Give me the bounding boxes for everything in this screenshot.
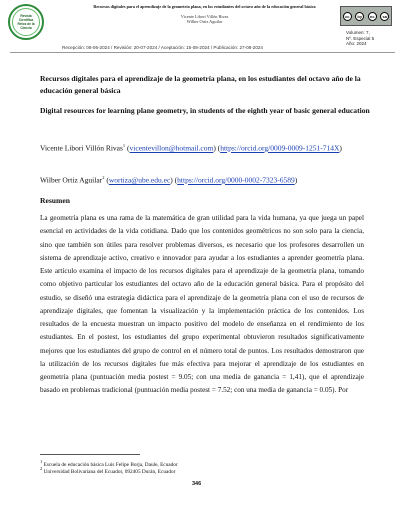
volume-info — [346, 30, 374, 47]
logo-text-2: Científica — [18, 18, 34, 22]
issue-number: Nº. Especial 5 — [346, 35, 375, 41]
page-number: 346 — [192, 481, 202, 487]
author-1: Vicente Libori Villón Rivas$^1$ (vicentevillon@hotmail.com) (https://orcid.org/0009-0009-1251-714X) — [40, 143, 342, 153]
footnote-1-sup: 1 — [40, 459, 43, 464]
logo-text-3: Retos de la — [17, 22, 35, 26]
running-author-1: Vicente Libori Villón Rivas — [180, 14, 229, 19]
logo-ring — [12, 8, 40, 36]
abstract-text: La geometría plana es una rama de la matemática de gran utilidad para la vida humana, ya que juega un papel esencial en actividades de la vida cotidiana. Dado que los contenidos geométricos no son solo para la ciencia, sino que también son útiles para resolver problemas diversos, es necesario que los profesores desarrollen un sistema de aprendizaje activo, creativo e innovador para ayudar a los estudiantes a aprender geometría plana. Este artículo examina el impacto de los recursos digitales para el aprendizaje de la geometría plana, tomando como objetivo particular los estudiantes del octavo año de la educación general básica. Para el propósito del estudio, se diseñó una estrategia didáctica para el aprendizaje de la geometría plana con el uso de recursos de aprendizaje digitales, que fomentan la visualización y la implementación práctica de los contenidos. Los resultados de la encuesta muestran un impacto positivo del modelo de enseñanza en el rendimiento de los estudiantes. En el postest, los estudiantes del grupo experimental obtuvieron resultados significativamente mejores que los estudiantes del grupo de control en el número total de puntos. Los resultados demostraron que la utilización de los recursos digitales fue más efectiva para mejorar el aprendizaje de los estudiantes en geometría plana (puntuación media postest = 9.05; con una media de ganancia = 1,41), que el aprendizaje basado en problemas tradicional (puntuación media postest = 7.52; con una media de ganancia = 0.05). Por — [40, 214, 364, 395]
author-2-email[interactable]: wortiza@ube.edu.ec — [108, 175, 171, 185]
author-1-email[interactable]: vicentevillon@hotmail.com — [129, 143, 214, 153]
creative-commons-badge[interactable] — [340, 6, 392, 26]
author-1-orcid[interactable]: https://orcid.org/0009-0009-1251-714X — [220, 143, 340, 153]
author-1-sup: 1 — [122, 143, 126, 148]
author-2-name: Wilber Ortiz Aguilar — [40, 175, 103, 185]
header-divider — [10, 52, 395, 53]
attribution-icon: by — [355, 12, 364, 21]
running-title: Recursos digitales para el aprendizaje de la geometría plana, en los estudiantes del octavo año de la educación general básica — [93, 4, 316, 9]
footnote-2 — [40, 466, 175, 475]
journal-logo — [8, 4, 44, 40]
running-author-2: Wilber Ortiz Aguilar — [186, 19, 223, 24]
volume: Volumen: 7, — [346, 30, 370, 35]
logo-text-1: Revista — [20, 14, 32, 18]
title-english: Digital resources for learning plane geometry, in students of the eighth year of basic general education — [40, 106, 370, 115]
publication-dates: Recepción: 06-06-2024 / Revisión: 20-07-2024 / Aceptación: 15-08-2024 / Publicación: 27-08-2024 — [62, 45, 263, 50]
author-2: Wilber Ortiz Aguilar$^2$ (wortiza@ube.edu.ec) (https://orcid.org/0000-0002-7323-6589) — [40, 175, 298, 185]
sharealike-icon: sa — [380, 12, 389, 21]
noncommercial-icon: nc — [368, 12, 377, 21]
footnote-1-text: Escuela de educación básica Luis Felipe Borja, Daule, Ecuador — [43, 461, 178, 468]
abstract-heading: Resumen — [40, 196, 70, 205]
footnote-2-sup: 2 — [40, 466, 43, 471]
author-2-orcid[interactable]: https://orcid.org/0000-0002-7323-6589 — [177, 175, 295, 185]
year: Año: 2024 — [346, 41, 367, 47]
author-1-name: Vicente Libori Villón Rivas — [40, 143, 123, 153]
title-spanish: Recursos digitales para el aprendizaje de la geometría plana, en los estudiantes del octavo año de la educación general básica — [40, 74, 361, 95]
author-2-sup: 2 — [102, 175, 105, 180]
footnote-divider — [40, 454, 140, 455]
footnote-2-text: Universidad Bolivariana del Ecuador, 092405 Durán, Ecuador — [43, 468, 176, 475]
running-authors — [92, 14, 317, 24]
logo-text-4: Ciencia — [20, 26, 32, 30]
cc-icon: cc — [343, 12, 352, 21]
